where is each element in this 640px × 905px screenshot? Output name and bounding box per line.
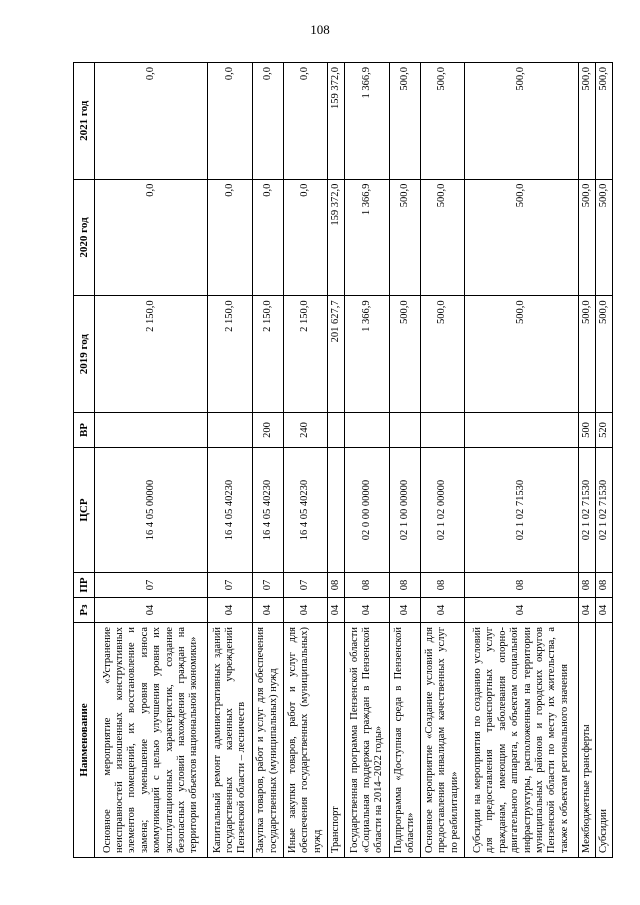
row-csr: 02 1 02 71530 — [595, 448, 612, 573]
row-2019: 500,0 — [595, 296, 612, 413]
row-pr: 07 — [208, 573, 253, 598]
row-vr: 200 — [252, 413, 283, 448]
row-2020: 0,0 — [252, 179, 283, 296]
row-2019: 2 150,0 — [283, 296, 328, 413]
header-rz: Рз — [74, 598, 95, 623]
header-2019: 2019 год — [74, 296, 95, 413]
row-pr: 08 — [595, 573, 612, 598]
row-2020: 159 372,0 — [328, 179, 345, 296]
row-2021: 0,0 — [208, 62, 253, 179]
row-pr: 08 — [465, 573, 578, 598]
row-vr — [465, 413, 578, 448]
row-vr — [389, 413, 420, 448]
table-header-row — [74, 62, 95, 857]
row-name: Закупка товаров, работ и услуг для обеспечения государственных (муниципальных) нужд — [252, 623, 283, 858]
row-2021: 500,0 — [595, 62, 612, 179]
row-csr: 02 1 00 00000 — [389, 448, 420, 573]
row-name: Иные закупки товаров, работ и услуг для обеспечения государственных (муниципальных) нужд — [283, 623, 328, 858]
row-2020: 0,0 — [95, 179, 208, 296]
row-2019: 500,0 — [420, 296, 465, 413]
row-2020: 0,0 — [208, 179, 253, 296]
header-csr: ЦСР — [74, 448, 95, 573]
row-csr: 16 4 05 40230 — [283, 448, 328, 573]
row-rz: 04 — [420, 598, 465, 623]
row-name: Основное мероприятие «Устранение неисправностей изношенных конструктивных элементов помещений, их восстановление и замена; уменьшение уровня износа коммуникаций с целью улучшения уровня их эксплуатационных характеристик, создание безопасных условий нахождения граждан на территории объектов национальной экономики» — [95, 623, 208, 858]
table-row — [389, 62, 420, 857]
row-rz: 04 — [465, 598, 578, 623]
table-row — [283, 62, 328, 857]
table-row — [465, 62, 578, 857]
table-row — [345, 62, 390, 857]
row-rz: 04 — [328, 598, 345, 623]
row-2019: 2 150,0 — [95, 296, 208, 413]
row-name: Основное мероприятие «Создание условий для предоставления инвалидам качественных услуг по реабилитации» — [420, 623, 465, 858]
row-2020: 500,0 — [389, 179, 420, 296]
rotated-table-wrapper — [73, 63, 613, 858]
row-vr: 500 — [578, 413, 595, 448]
row-vr — [95, 413, 208, 448]
row-2019: 1 366,9 — [345, 296, 390, 413]
page-number: 108 — [310, 22, 330, 37]
row-csr: 16 4 05 00000 — [95, 448, 208, 573]
row-vr — [208, 413, 253, 448]
row-pr: 07 — [283, 573, 328, 598]
row-vr: 240 — [283, 413, 328, 448]
row-vr: 520 — [595, 413, 612, 448]
row-name: Межбюджетные трансферты — [578, 623, 595, 858]
row-name: Капитальный ремонт административных зданий государственных казенных учреждений Пензенской области – лесничеств — [208, 623, 253, 858]
row-2020: 0,0 — [283, 179, 328, 296]
row-pr: 07 — [252, 573, 283, 598]
row-rz: 04 — [95, 598, 208, 623]
row-rz: 04 — [389, 598, 420, 623]
header-2020: 2020 год — [74, 179, 95, 296]
table-row — [208, 62, 253, 857]
row-name: Субсидии на мероприятия по созданию условий для предоставления транспортных услуг гражданам, имеющим заболевания опорно-двигательного аппарата, к объектам социальной инфраструктуры, расположенным на территории муниципальных районов и городских округов Пензенской области по месту их жительства, а также к объектам регионального значения — [465, 623, 578, 858]
table-row — [578, 62, 595, 857]
row-rz: 04 — [252, 598, 283, 623]
row-name: Субсидии — [595, 623, 612, 858]
row-2021: 0,0 — [252, 62, 283, 179]
row-2020: 500,0 — [595, 179, 612, 296]
row-csr: 02 0 00 00000 — [345, 448, 390, 573]
row-2021: 159 372,0 — [328, 62, 345, 179]
row-csr: 16 4 05 40230 — [208, 448, 253, 573]
row-2019: 500,0 — [465, 296, 578, 413]
row-pr: 08 — [420, 573, 465, 598]
budget-table — [73, 62, 613, 858]
row-name: Транспорт — [328, 623, 345, 858]
row-pr: 08 — [328, 573, 345, 598]
row-pr: 07 — [95, 573, 208, 598]
row-2019: 2 150,0 — [252, 296, 283, 413]
row-2021: 0,0 — [95, 62, 208, 179]
header-vr: ВР — [74, 413, 95, 448]
row-rz: 04 — [283, 598, 328, 623]
row-csr: 02 1 02 00000 — [420, 448, 465, 573]
row-pr: 08 — [578, 573, 595, 598]
row-2020: 500,0 — [465, 179, 578, 296]
header-name: Наименование — [74, 623, 95, 858]
row-2021: 1 366,9 — [345, 62, 390, 179]
row-2020: 1 366,9 — [345, 179, 390, 296]
table-row — [252, 62, 283, 857]
row-pr: 08 — [345, 573, 390, 598]
row-2021: 500,0 — [578, 62, 595, 179]
row-name: Государственная программа Пензенской области «Социальная поддержка граждан в Пензенской области на 2014–2022 годы» — [345, 623, 390, 858]
row-name: Подпрограмма «Доступная среда в Пензенской области» — [389, 623, 420, 858]
row-rz: 04 — [345, 598, 390, 623]
row-vr — [345, 413, 390, 448]
row-csr: 02 1 02 71530 — [578, 448, 595, 573]
table-row — [95, 62, 208, 857]
table-row — [328, 62, 345, 857]
row-rz: 04 — [595, 598, 612, 623]
row-rz: 04 — [208, 598, 253, 623]
row-csr: 02 1 02 71530 — [465, 448, 578, 573]
row-rz: 04 — [578, 598, 595, 623]
row-2019: 500,0 — [578, 296, 595, 413]
row-2019: 500,0 — [389, 296, 420, 413]
row-pr: 08 — [389, 573, 420, 598]
row-2021: 500,0 — [389, 62, 420, 179]
row-2019: 201 627,7 — [328, 296, 345, 413]
table-row — [420, 62, 465, 857]
header-pr: ПР — [74, 573, 95, 598]
row-2020: 500,0 — [420, 179, 465, 296]
row-csr: 16 4 05 40230 — [252, 448, 283, 573]
row-csr — [328, 448, 345, 573]
row-vr — [328, 413, 345, 448]
table-body — [95, 62, 613, 857]
header-2021: 2021 год — [74, 62, 95, 179]
row-2021: 500,0 — [420, 62, 465, 179]
table-row — [595, 62, 612, 857]
row-2021: 500,0 — [465, 62, 578, 179]
row-vr — [420, 413, 465, 448]
row-2020: 500,0 — [578, 179, 595, 296]
row-2021: 0,0 — [283, 62, 328, 179]
row-2019: 2 150,0 — [208, 296, 253, 413]
